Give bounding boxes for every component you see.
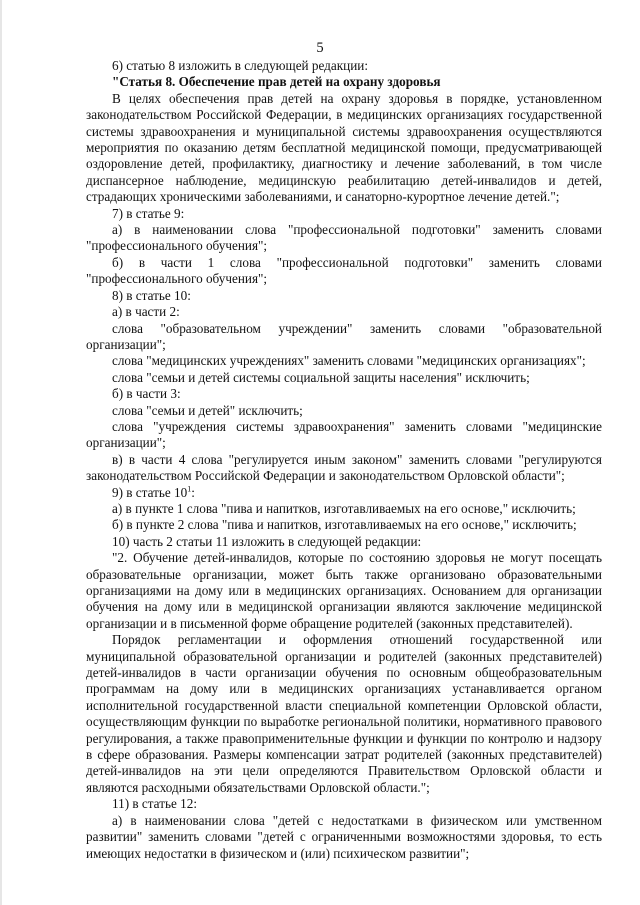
paragraph: б) в части 3: bbox=[112, 386, 181, 402]
paragraph: а) в части 2: bbox=[112, 304, 180, 320]
paragraph: а) в пункте 1 слова "пива и напитков, изготавливаемых на его основе," исключить; bbox=[112, 500, 576, 516]
document-body bbox=[86, 58, 602, 862]
paragraph: 7) в статье 9: bbox=[112, 205, 185, 221]
paragraph: "2. Обучение детей-инвалидов, которые по состоянию здоровья не могут посещать образовательные организации, может быть также организовано образовательными организациями на дому или в медицинских организациях. Основанием для организации обучения на дому или в медицинской организации являются заключение медицинской организации и в письменной форме обращение родителей (законных представителей). bbox=[86, 550, 602, 631]
paragraph: 11) в статье 12: bbox=[112, 796, 197, 812]
paragraph: 10) часть 2 статьи 11 изложить в следующей редакции: bbox=[112, 533, 422, 549]
article-heading: "Статья 8. Обеспечение прав детей на охрану здоровья bbox=[112, 74, 441, 90]
paragraph-text: : bbox=[191, 484, 195, 500]
paragraph: 8) в статье 10: bbox=[112, 287, 191, 303]
paragraph: б) в пункте 2 слова "пива и напитков, изготавливаемых на его основе," исключить; bbox=[112, 517, 577, 533]
page-number: 5 bbox=[316, 40, 324, 56]
paragraph-text: 9) в статье 10 bbox=[112, 484, 188, 500]
paragraph: слова "медицинских учреждениях" заменить словами "медицинских организациях"; bbox=[112, 353, 586, 369]
paragraph: слова "семьи и детей системы социальной защиты населения" исключить; bbox=[112, 369, 530, 385]
paragraph: б) в части 1 слова "профессиональной подготовки" заменить словами "профессионального обучения"; bbox=[86, 254, 602, 287]
scan-edge-shadow bbox=[0, 0, 2, 905]
paragraph: слова "образовательном учреждении" заменить словами "образовательной организации"; bbox=[86, 320, 602, 352]
paragraph: слова "учреждения системы здравоохранения" заменить словами "медицинские организации"; bbox=[86, 418, 602, 451]
paragraph: в) в части 4 слова "регулируется иным законом" заменить словами "регулируются законодательством Российской Федерации и законодательством Орловской области"; bbox=[86, 451, 602, 484]
paragraph: В целях обеспечения прав детей на охрану здоровья в порядке, установленном законодательством Российской Федерации, в медицинских организациях государственной системы здравоохранения и муниципальной системы здравоохранения осуществляются мероприятия по оказанию детям бесплатной медицинской помощи, предусматривающей оздоровление детей, профилактику, диагностику и лечение заболеваний, в том числе диспансерное наблюдение, медицинскую реабилитацию детей-инвалидов и детей, страдающих хроническими заболеваниями, и санаторно-курортное лечение детей."; bbox=[86, 90, 602, 205]
paragraph: а) в наименовании слова "профессиональной подготовки" заменить словами "профессионального обучения"; bbox=[86, 222, 602, 254]
paragraph: а) в наименовании слова "детей с недостатками в физическом или умственном развитии" заменить словами "детей с ограниченными возможностями здоровья, то есть имеющих недостатки в физическом и (или) психическом развитии"; bbox=[86, 812, 602, 861]
paragraph: 6) статью 8 изложить в следующей редакции: bbox=[112, 58, 368, 73]
paragraph: Порядок регламентации и оформления отношений государственной или муниципальной образовательной организации и родителей (законных представителей) детей-инвалидов в части организации обучения по основным общеобразовательным программам на дому или в медицинских организациях устанавливается органом исполнительной государственной власти специальной компетенции Орловской области, осуществляющим функции по выработке региональной политики, нормативного правового регулирования, а также правоприменительные функции и функции по контролю и надзору в сфере образования. Размеры компенсации затрат родителей (законных представителей) детей-инвалидов на эти цели определяются Правительством Орловской области и являются расходными обязательствами Орловской области."; bbox=[86, 632, 602, 795]
paragraph bbox=[86, 485, 602, 501]
paragraph: слова "семьи и детей" исключить; bbox=[112, 402, 303, 418]
superscript: 1 bbox=[187, 484, 192, 494]
